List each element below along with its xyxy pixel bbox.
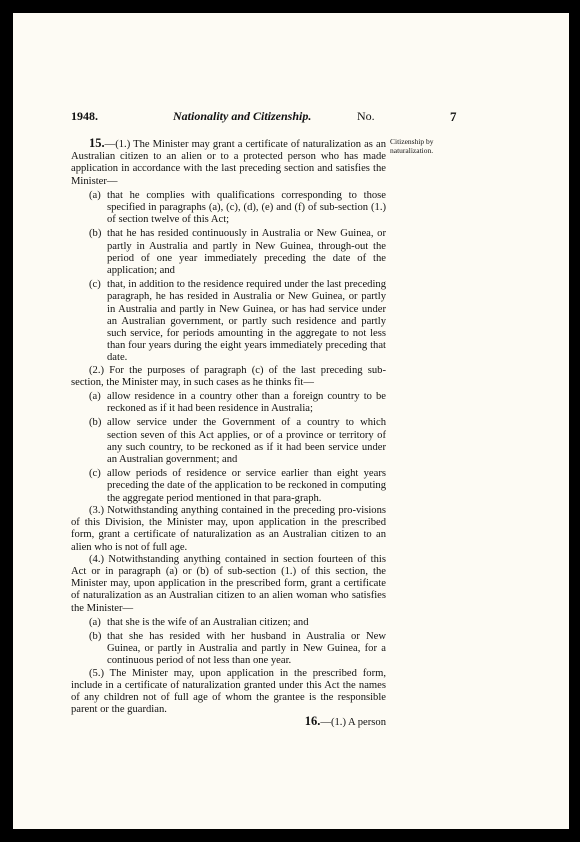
section-15-intro-text: —(1.) The Minister may grant a certificate of naturalization as an Australian citizen to an alien or to a protected person who has made application in accordance with the last preceding section and satisfies the Minister— [71,139,386,187]
catchword-text: —(1.) A person [320,717,386,728]
page-header [71,109,458,125]
subsection-3: (3.) Notwithstanding anything contained in the preceding pro-visions of this Division, the Minister may, upon application in the prescribed form, grant a certificate of naturalization as an Australian citizen to an alien who is not of full age. [71,504,386,553]
list-item [71,617,386,629]
list-item [71,631,386,668]
item-text: that she has resided with her husband in Australia or New Guinea, or partly in Australia and partly in New Guinea, for a continuous period of not less than one year. [107,630,386,667]
item-label: (b) [89,630,102,642]
section-number: 15. [89,136,105,150]
subsection-5: (5.) The Minister may, upon application in the prescribed form, include in a certificate of naturalization granted under this Act the names of any children not of full age of whom the grantee is the responsible parent or the guardian. [71,667,386,716]
item-label: (c) [89,279,101,291]
header-number-label: No. [357,109,375,123]
margin-note: Citizenship by naturalization. [390,137,434,155]
list-item [71,391,386,415]
item-text: that she is the wife of an Australian citizen; and [107,616,309,628]
item-label: (a) [89,391,101,403]
item-label: (b) [89,417,102,429]
item-text: that he has resided continuously in Australia or New Guinea, or partly in Australia and partly in New Guinea, through-out the period of one year immediately preceding the date of the application; and [107,228,386,277]
subsection-4-intro: (4.) Notwithstanding anything contained in section fourteen of this Act or in paragraph (a) or (b) of sub-section (1.) of this section, the Minister may, upon application in the prescribed form, grant a certificate of naturalization as an Australian citizen to an alien woman who satisfies the Minister— [71,553,386,614]
item-label: (a) [89,189,101,201]
item-label: (b) [89,228,102,240]
section-15-body [71,137,386,716]
item-label: (c) [89,468,101,480]
list-item [71,417,386,466]
list-item [71,228,386,277]
section-15-intro [71,137,386,188]
page-number: 7 [450,109,457,124]
list-item [71,190,386,227]
header-title: Nationality and Citizenship. [173,109,312,123]
item-text: allow residence in a country other than a foreign country to be reckoned as if it had been residence in Australia; [107,391,386,415]
item-text: allow periods of residence or service earlier than eight years preceding the date of the application to be reckoned in computing the aggregate period mentioned in that para-graph. [107,468,386,504]
catchword [71,714,386,729]
item-text: that, in addition to the residence required under the last preceding paragraph, he has resided in Australia or New Guinea, or partly in Australia and partly in New Guinea, or has had service under an Australian government, or partly such residence and partly such service, for periods amounting in the aggregate to not less than four years during the eight years immediately preceding that date. [107,279,386,364]
item-text: that he complies with qualifications corresponding to those specified in paragraphs (a), (c), (d), (e) and (f) of sub-section (1.) of section twelve of this Act; [107,189,386,226]
subsection-2-intro: (2.) For the purposes of paragraph (c) of the last preceding sub-section, the Minister may, in such cases as he thinks fit— [71,364,386,388]
header-year: 1948. [71,109,98,123]
list-item [71,468,386,505]
item-label: (a) [89,616,101,628]
catchword-number: 16. [304,714,321,728]
item-text: allow service under the Government of a country to which section seven of this Act applies, or of a province or territory of any such country, to be reckoned as if it had been service under an Australian government; and [107,417,386,466]
list-item [71,279,386,364]
